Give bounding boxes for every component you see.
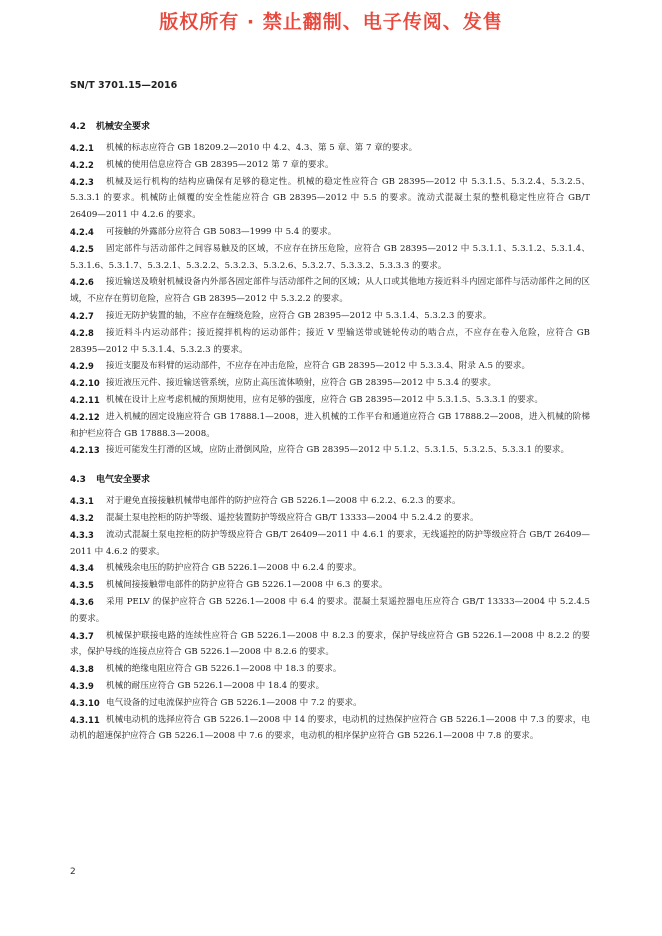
standard-code: SN/T 3701.15—2016 — [70, 80, 178, 91]
clause — [70, 308, 590, 325]
clause — [70, 325, 590, 359]
clause — [70, 628, 590, 662]
clause-text: 接近支腿及布料臂的运动部件，不应存在冲击危险，应符合 GB 28395—2012 中 5.3.3.4、附录 A.5 的要求。 — [106, 361, 531, 372]
clause — [70, 241, 590, 275]
clause-number: 4.3.4 — [70, 563, 94, 574]
clause-text: 对于避免直接接触机械带电部件的防护应符合 GB 5226.1—2008 中 6.2.2、6.2.3 的要求。 — [106, 496, 461, 507]
clause-text: 接近输送及喷射机械设备内外部各固定部件与活动部件之间的区域；从人口或其他地方接近料斗内固定部件与活动部件之间的区域，不应存在剪切危险，应符合 GB 28395—2012 中 5.3.2.2 的要求。 — [70, 277, 590, 305]
clause-text: 固定部件与活动部件之间容易触及的区域，不应存在挤压危险，应符合 GB 28395—2012 中 5.3.1.1、5.3.1.2、5.3.1.4、5.3.1.6、5.3.1.7、5.3.2.1、5.3.2.2、5.3.2.3、5.3.2.6、5.3.2.7、5.3.3.2、5.3.3.3 的要求。 — [70, 243, 590, 271]
clause-text: 机械在设计上应考虑机械的预期使用，应有足够的强度，应符合 GB 28395—2012 中 5.3.1.5、5.3.3.1 的要求。 — [106, 394, 543, 405]
section-number: 4.2 — [70, 122, 86, 132]
page-number: 2 — [70, 867, 76, 877]
clause-number: 4.2.13 — [70, 445, 100, 456]
clause-text: 进入机械的固定设施应符合 GB 17888.1—2008，进入机械的工作平台和通道应符合 GB 17888.2—2008，进入机械的阶梯和护栏应符合 GB 17888.3—2008。 — [70, 411, 590, 439]
clause-number: 4.2.6 — [70, 277, 94, 288]
clause — [70, 560, 590, 577]
clause — [70, 510, 590, 527]
section-title: 机械安全要求 — [96, 122, 151, 132]
clause-number: 4.2.3 — [70, 176, 94, 187]
clause-text: 机械电动机的选择应符合 GB 5226.1—2008 中 14 的要求，电动机的过热保护应符合 GB 5226.1—2008 中 7.3 的要求，电动机的超速保护应符合 GB 5226.1—2008 中 7.6 的要求，电动机的相序保护应符合 GB 5226.1—2008 中 7.8 的要求。 — [70, 714, 590, 742]
clause-text: 机械的耐压应符合 GB 5226.1—2008 中 18.4 的要求。 — [106, 680, 325, 691]
clause-text: 电气设备的过电流保护应符合 GB 5226.1—2008 中 7.2 的要求。 — [106, 697, 362, 708]
clause — [70, 157, 590, 174]
clause-text: 机械间接接触带电部件的防护应符合 GB 5226.1—2008 中 6.3 的要求。 — [106, 580, 388, 591]
clause — [70, 140, 590, 157]
clause-number: 4.2.5 — [70, 243, 94, 254]
clause-number: 4.3.5 — [70, 580, 94, 591]
section-title: 电气安全要求 — [96, 475, 151, 486]
clause — [70, 678, 590, 695]
clause — [70, 442, 590, 459]
clause-number: 4.3.1 — [70, 496, 94, 507]
section-heading — [70, 473, 590, 487]
watermark: 版权所有 · 禁止翻制、电子传阅、发售 — [159, 11, 503, 33]
clause-number: 4.2.12 — [70, 411, 100, 422]
clause-number: 4.2.2 — [70, 159, 94, 170]
clause-text: 接近无防护装置的轴，不应存在缠绕危险，应符合 GB 28395—2012 中 5.3.1.4、5.3.2.3 的要求。 — [106, 310, 492, 321]
clause-text: 可接触的外露部分应符合 GB 5083—1999 中 5.4 的要求。 — [106, 226, 337, 237]
clause-text: 机械及运行机构的结构应确保有足够的稳定性。机械的稳定性应符合 GB 28395—2012 中 5.3.1.5、5.3.2.4、5.3.2.5、5.3.3.1 的要求。机械防止倾覆的安全性能应符合 GB 28395—2012 中 5.5 的要求。流动式混凝土泵的整机稳定性应符合 GB/T 26409—2011 中 4.2.6 的要求。 — [70, 176, 590, 221]
clause-number: 4.3.9 — [70, 680, 94, 691]
clause-text: 机械的使用信息应符合 GB 28395—2012 第 7 章的要求。 — [106, 159, 334, 170]
section-heading — [70, 120, 590, 134]
clause — [70, 358, 590, 375]
section-number: 4.3 — [70, 475, 86, 486]
clause-text: 机械保护联接电路的连续性应符合 GB 5226.1—2008 中 8.2.3 的要求，保护导线应符合 GB 5226.1—2008 中 8.2.2 的要求，保护导线的连接点应符合 GB 5226.1—2008 中 8.2.6 的要求。 — [70, 630, 590, 658]
clause — [70, 594, 590, 628]
clause-text: 机械的标志应符合 GB 18209.2—2010 中 4.2、4.3、第 5 章、第 7 章的要求。 — [106, 143, 418, 153]
clause-text: 机械的绝缘电阻应符合 GB 5226.1—2008 中 18.3 的要求。 — [106, 664, 342, 675]
clause-number: 4.3.6 — [70, 596, 94, 607]
clause-number: 4.2.11 — [70, 394, 100, 405]
clause — [70, 392, 590, 409]
clause-text: 采用 PELV 的保护应符合 GB 5226.1—2008 中 6.4 的要求。混凝土泵遥控器电压应符合 GB/T 13333—2004 中 5.2.4.5 的要求。 — [70, 596, 590, 624]
clause — [70, 174, 590, 224]
clause-number: 4.3.7 — [70, 630, 94, 641]
clause-number: 4.3.10 — [70, 697, 100, 708]
clause-number: 4.2.4 — [70, 226, 94, 237]
clause-text: 接近可能发生打滑的区域，应防止滑倒风险，应符合 GB 28395—2012 中 5.1.2、5.3.1.5、5.3.2.5、5.3.3.1 的要求。 — [106, 445, 570, 456]
clause-number: 4.3.3 — [70, 529, 94, 540]
clause-number: 4.2.8 — [70, 327, 94, 338]
clause — [70, 577, 590, 594]
clause-number: 4.2.9 — [70, 361, 94, 372]
clause-number: 4.3.11 — [70, 714, 100, 725]
clause — [70, 493, 590, 510]
clause-text: 流动式混凝土泵电控柜的防护等级应符合 GB/T 26409—2011 中 4.6.1 的要求，无线遥控的防护等级应符合 GB/T 26409—2011 中 4.6.2 的要求。 — [70, 529, 590, 557]
clause — [70, 409, 590, 443]
section-4-2 — [70, 120, 590, 459]
clause — [70, 712, 590, 746]
clause-text: 机械残余电压的防护应符合 GB 5226.1—2008 中 6.2.4 的要求。 — [106, 563, 362, 574]
clause — [70, 224, 590, 241]
clause-number: 4.2.10 — [70, 378, 100, 389]
clause-number: 4.3.2 — [70, 512, 94, 523]
section-4-3 — [70, 473, 590, 745]
clause — [70, 695, 590, 712]
clause — [70, 375, 590, 392]
clause — [70, 274, 590, 308]
document-body — [70, 116, 590, 745]
clause — [70, 527, 590, 561]
clause-text: 混凝土泵电控柜的防护等级、遥控装置防护等级应符合 GB/T 13333—2004 中 5.2.4.2 的要求。 — [106, 512, 479, 523]
clause-text: 接近液压元件、接近输送管系统，应防止高压流体喷射，应符合 GB 28395—2012 中 5.3.4 的要求。 — [106, 378, 497, 389]
clause-number: 4.2.7 — [70, 310, 94, 321]
clause-number: 4.3.8 — [70, 664, 94, 675]
clause-text: 接近料斗内运动部件；接近搅拌机构的运动部件；接近 V 型输送带或链轮传动的啮合点，不应存在卷入危险，应符合 GB 28395—2012 中 5.3.1.4、5.3.2.3 的要求。 — [70, 327, 590, 355]
clause — [70, 661, 590, 678]
clause-number: 4.2.1 — [70, 143, 94, 153]
